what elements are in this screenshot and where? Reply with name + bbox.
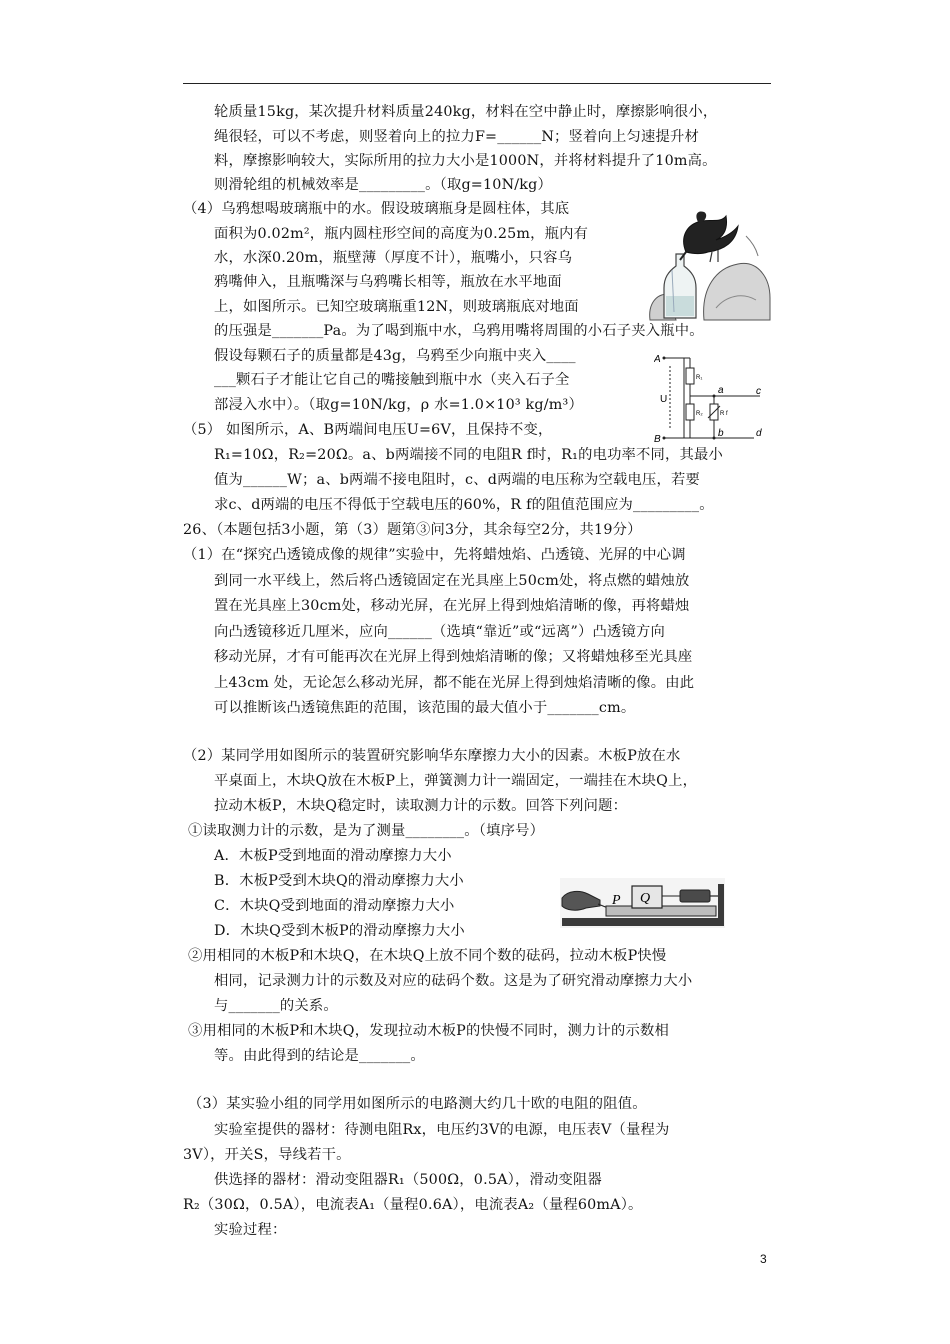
text-line: 相同，记录测力计的示数及对应的砝码个数。这是为了研究滑动摩擦力大小 <box>214 973 693 989</box>
label-r2: R₂ <box>696 411 703 417</box>
text-line: （3）某实验小组的同学用如图所示的电路测大约几十欧的电阻的阻值。 <box>188 1096 647 1112</box>
text-line: 则滑轮组的机械效率是_________。（取g=10N/kg） <box>214 177 553 193</box>
text-line: 面积为0.02m²，瓶内圆柱形空间的高度为0.25m，瓶内有 <box>214 226 589 242</box>
crow-bottle-figure <box>646 208 772 322</box>
text-line: ①读取测力计的示数，是为了测量________。（填序号） <box>188 823 545 839</box>
text-line: （5） 如图所示，A、B两端间电压U=6V，且保持不变， <box>183 422 553 438</box>
text-line: R₂（30Ω，0.5A），电流表A₁（量程0.6A），电流表A₂（量程60mA）。 <box>183 1197 643 1213</box>
header-rule <box>183 83 771 84</box>
label-q: Q <box>640 891 651 906</box>
text-line: 水，水深0.20m，瓶壁薄（厚度不计），瓶嘴小，只容乌 <box>214 250 573 266</box>
text-line: 拉动木板P，木块Q稳定时，读取测力计的示数。回答下列问题： <box>214 798 628 814</box>
option-d: D．木块Q受到木板P的滑动摩擦力大小 <box>214 923 465 939</box>
text-line: （4）乌鸦想喝玻璃瓶中的水。假设玻璃瓶身是圆柱体，其底 <box>183 201 570 217</box>
text-line: （2）某同学用如图所示的装置研究影响华东摩擦力大小的因素。木板P放在水 <box>183 748 681 764</box>
label-d: d <box>756 428 762 439</box>
text-line: 绳很轻，可以不考虑，则竖着向上的拉力F=______N；竖着向上匀速提升材 <box>214 129 700 145</box>
text-line: 求c、d两端的电压不得低于空载电压的60%，R f的阻值范围应为_________。 <box>214 497 714 513</box>
label-r1: R₁ <box>696 375 703 381</box>
option-b: B．木板P受到木块Q的滑动摩擦力大小 <box>214 873 464 889</box>
text-line: 到同一水平线上，然后将凸透镜固定在光具座上50cm处，将点燃的蜡烛放 <box>214 573 690 589</box>
text-line: 部浸入水中）。（取g=10N/kg，ρ 水=1.0×10³ kg/m³） <box>214 397 583 413</box>
text-line: 向凸透镜移近几厘米，应向______（选填“靠近”或“远离”）凸透镜方向 <box>214 624 666 640</box>
text-line: ②用相同的木板P和木块Q，在木块Q上放不同个数的砝码，拉动木板P快慢 <box>188 948 667 964</box>
option-a: A．木板P受到地面的滑动摩擦力大小 <box>214 848 452 864</box>
friction-apparatus-figure <box>560 878 725 928</box>
text-line: 的压强是_______Pa。为了喝到瓶中水，乌鸦用嘴将周围的小石子夹入瓶中。 <box>214 323 704 339</box>
text-line: 实验室提供的器材：待测电阻Rx，电压约3V的电源，电压表V（量程为 <box>214 1122 670 1138</box>
label-a-terminal: A <box>654 354 661 365</box>
text-line: 置在光具座上30cm处，移动光屏，在光屏上得到烛焰清晰的像，再将蜡烛 <box>214 598 690 614</box>
text-line: 平桌面上，木块Q放在木板P上，弹簧测力计一端固定，一端挂在木块Q上， <box>214 773 698 789</box>
text-line: 与_______的关系。 <box>214 998 338 1014</box>
text-line: 可以推断该凸透镜焦距的范围，该范围的最大值小于_______cm。 <box>214 700 636 716</box>
text-line: 鸦嘴伸入，且瓶嘴深与乌鸦嘴长相等，瓶放在水平地面 <box>214 274 562 290</box>
text-line: 料，摩擦影响较大，实际所用的拉力大小是1000N，并将材料提升了10m高。 <box>214 153 717 169</box>
text-line: 假设每颗石子的质量都是43g，乌鸦至少向瓶中夹入____ <box>214 348 576 364</box>
text-line: 实验过程： <box>214 1222 287 1238</box>
text-line: 上，如图所示。已知空玻璃瓶重12N，则玻璃瓶底对地面 <box>214 299 579 315</box>
label-b-terminal: B <box>654 434 661 444</box>
label-c: c <box>756 386 761 397</box>
label-b-node: b <box>718 428 724 439</box>
label-a-node: a <box>718 385 724 396</box>
page-number: 3 <box>760 1252 767 1266</box>
text-line: 3V），开关S，导线若干。 <box>183 1147 351 1163</box>
text-line: 值为______W；a、b两端不接电阻时，c、d两端的电压称为空载电压，若要 <box>214 472 701 488</box>
option-c: C．木块Q受到地面的滑动摩擦力大小 <box>214 898 455 914</box>
text-line: （1）在“探究凸透镜成像的规律”实验中，先将蜡烛焰、凸透镜、光屏的中心调 <box>183 547 686 563</box>
question-heading: 26、（本题包括3小题，第（3）题第③问3分，其余每空2分，共19分） <box>183 522 642 538</box>
label-p: P <box>612 893 621 908</box>
label-u: U <box>660 394 668 405</box>
text-line: 上43cm 处，无论怎么移动光屏，都不能在光屏上得到烛焰清晰的像。由此 <box>214 675 695 691</box>
text-line: 轮质量15kg，某次提升材料质量240kg，材料在空中静止时，摩擦影响很小， <box>214 104 718 120</box>
text-line: 等。由此得到的结论是_______。 <box>214 1048 425 1064</box>
text-line: ___颗石子才能让它自己的嘴接触到瓶中水（夹入石子全 <box>214 372 570 388</box>
text-line: 供选择的器材：滑动变阻器R₁（500Ω，0.5A），滑动变阻器 <box>214 1172 602 1188</box>
text-line: R₁=10Ω，R₂=20Ω。a、b两端接不同的电阻R f时，R₁的电功率不同，其最小 <box>214 447 724 463</box>
text-line: ③用相同的木板P和木块Q，发现拉动木板P的快慢不同时，测力计的示数相 <box>188 1023 669 1039</box>
circuit-diagram <box>654 352 766 444</box>
label-rf: R f <box>720 411 728 417</box>
text-line: 移动光屏，才有可能再次在光屏上得到烛焰清晰的像；又将蜡烛移至光具座 <box>214 649 693 665</box>
